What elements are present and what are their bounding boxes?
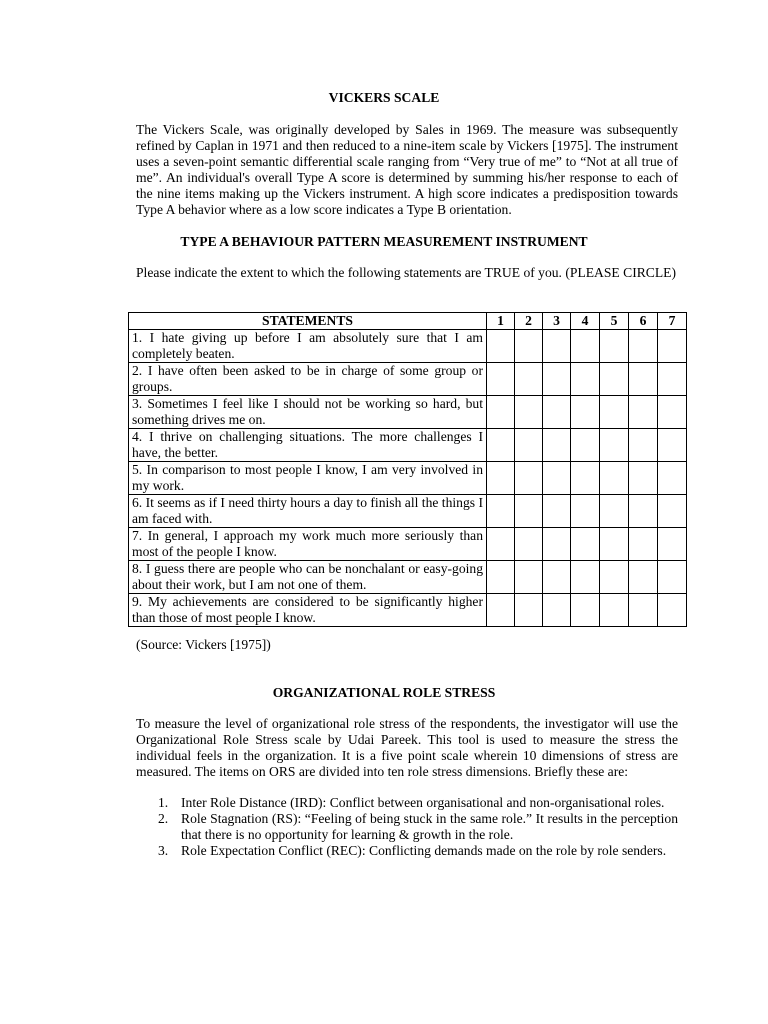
- rating-cell-6[interactable]: [629, 561, 658, 594]
- list-item-text: Inter Role Distance (IRD): Conflict between organisational and non-organisational roles.: [181, 795, 665, 810]
- rating-cell-6[interactable]: [629, 528, 658, 561]
- table-row: [129, 495, 687, 528]
- rating-cell-3[interactable]: [543, 462, 571, 495]
- scale-header-3: 3: [543, 313, 571, 330]
- rating-cell-1[interactable]: [487, 594, 515, 627]
- rating-cell-7[interactable]: [658, 396, 687, 429]
- statement-cell: 3. Sometimes I feel like I should not be working so hard, but something drives me on.: [129, 396, 487, 429]
- rating-cell-7[interactable]: [658, 363, 687, 396]
- list-item: [136, 811, 678, 843]
- rating-cell-2[interactable]: [515, 429, 543, 462]
- rating-cell-3[interactable]: [543, 429, 571, 462]
- rating-cell-7[interactable]: [658, 594, 687, 627]
- rating-cell-5[interactable]: [600, 462, 629, 495]
- list-item: [136, 843, 678, 859]
- scale-header-1: 1: [487, 313, 515, 330]
- statement-cell: 2. I have often been asked to be in charge of some group or groups.: [129, 363, 487, 396]
- rating-cell-6[interactable]: [629, 594, 658, 627]
- list-item-number: 3.: [158, 843, 169, 858]
- vickers-scale-heading: VICKERS SCALE: [328, 90, 440, 105]
- rating-cell-4[interactable]: [571, 594, 600, 627]
- table-header-row: [129, 313, 687, 330]
- rating-cell-7[interactable]: [658, 330, 687, 363]
- list-item-number: 2.: [158, 811, 169, 826]
- statements-header: STATEMENTS: [129, 313, 487, 330]
- rating-cell-1[interactable]: [487, 528, 515, 561]
- rating-cell-2[interactable]: [515, 594, 543, 627]
- statement-cell: 6. It seems as if I need thirty hours a day to finish all the things I am faced with.: [129, 495, 487, 528]
- rating-cell-5[interactable]: [600, 396, 629, 429]
- statement-cell: 1. I hate giving up before I am absolutely sure that I am completely beaten.: [129, 330, 487, 363]
- rating-cell-5[interactable]: [600, 528, 629, 561]
- rating-cell-2[interactable]: [515, 495, 543, 528]
- scale-header-6: 6: [629, 313, 658, 330]
- rating-cell-2[interactable]: [515, 462, 543, 495]
- rating-cell-4[interactable]: [571, 561, 600, 594]
- rating-cell-1[interactable]: [487, 462, 515, 495]
- rating-cell-2[interactable]: [515, 528, 543, 561]
- rating-cell-6[interactable]: [629, 462, 658, 495]
- list-item-text: Role Stagnation (RS): “Feeling of being stuck in the same role.” It results in the perception that there is no opportunity for learning & growth in the role.: [181, 811, 678, 842]
- table-row: [129, 363, 687, 396]
- rating-cell-6[interactable]: [629, 495, 658, 528]
- rating-cell-4[interactable]: [571, 396, 600, 429]
- rating-cell-3[interactable]: [543, 363, 571, 396]
- rating-cell-1[interactable]: [487, 495, 515, 528]
- rating-cell-5[interactable]: [600, 363, 629, 396]
- rating-cell-3[interactable]: [543, 495, 571, 528]
- rating-cell-5[interactable]: [600, 594, 629, 627]
- vickers-intro-paragraph: The Vickers Scale, was originally developed by Sales in 1969. The measure was subsequently refined by Caplan in 1971 and then reduced to a nine-item scale by Vickers [1975]. The instrument uses a seven-point semantic differential scale ranging from “Very true of me” to “Not at all true of me”. An individual's overall Type A score is determined by summing his/her response to each of the nine items making up the Vickers instrument. A high score indicates a predisposition towards Type A behavior where as a low score indicates a Type B orientation.: [136, 122, 678, 217]
- rating-cell-7[interactable]: [658, 561, 687, 594]
- rating-cell-7[interactable]: [658, 528, 687, 561]
- rating-cell-3[interactable]: [543, 561, 571, 594]
- rating-cell-4[interactable]: [571, 429, 600, 462]
- table-row: [129, 594, 687, 627]
- rating-cell-1[interactable]: [487, 330, 515, 363]
- statement-cell: 8. I guess there are people who can be nonchalant or easy-going about their work, but I am not one of them.: [129, 561, 487, 594]
- rating-cell-1[interactable]: [487, 429, 515, 462]
- rating-cell-5[interactable]: [600, 561, 629, 594]
- table-row: [129, 396, 687, 429]
- table-row: [129, 462, 687, 495]
- rating-cell-2[interactable]: [515, 396, 543, 429]
- table-row: [129, 330, 687, 363]
- scale-header-7: 7: [658, 313, 687, 330]
- rating-cell-1[interactable]: [487, 363, 515, 396]
- vickers-questionnaire-table: [128, 312, 687, 627]
- rating-cell-2[interactable]: [515, 363, 543, 396]
- rating-cell-3[interactable]: [543, 330, 571, 363]
- rating-cell-4[interactable]: [571, 528, 600, 561]
- table-row: [129, 528, 687, 561]
- rating-cell-6[interactable]: [629, 429, 658, 462]
- ors-heading: ORGANIZATIONAL ROLE STRESS: [272, 685, 496, 700]
- rating-cell-2[interactable]: [515, 330, 543, 363]
- rating-cell-1[interactable]: [487, 396, 515, 429]
- statement-cell: 7. In general, I approach my work much more seriously than most of the people I know.: [129, 528, 487, 561]
- statement-cell: 5. In comparison to most people I know, I am very involved in my work.: [129, 462, 487, 495]
- rating-cell-7[interactable]: [658, 495, 687, 528]
- rating-cell-5[interactable]: [600, 495, 629, 528]
- rating-cell-4[interactable]: [571, 363, 600, 396]
- ors-intro-paragraph: To measure the level of organizational role stress of the respondents, the investigator will use the Organizational Role Stress scale by Udai Pareek. This tool is used to measure the stress the individual feels in the organization. It is a five point scale wherein 10 dimensions of stress are measured. The items on ORS are divided into ten role stress dimensions. Briefly these are:: [136, 716, 678, 779]
- list-item-text: Role Expectation Conflict (REC): Conflicting demands made on the role by role senders.: [181, 843, 667, 858]
- instrument-instructions: Please indicate the extent to which the following statements are TRUE of you. (PLEASE CIRCLE): [136, 265, 676, 280]
- rating-cell-5[interactable]: [600, 429, 629, 462]
- rating-cell-3[interactable]: [543, 528, 571, 561]
- list-item-number: 1.: [158, 795, 169, 810]
- scale-header-2: 2: [515, 313, 543, 330]
- rating-cell-4[interactable]: [571, 330, 600, 363]
- rating-cell-7[interactable]: [658, 429, 687, 462]
- rating-cell-3[interactable]: [543, 396, 571, 429]
- rating-cell-6[interactable]: [629, 396, 658, 429]
- scale-header-5: 5: [600, 313, 629, 330]
- rating-cell-6[interactable]: [629, 330, 658, 363]
- statement-cell: 4. I thrive on challenging situations. The more challenges I have, the better.: [129, 429, 487, 462]
- rating-cell-5[interactable]: [600, 330, 629, 363]
- rating-cell-4[interactable]: [571, 495, 600, 528]
- rating-cell-1[interactable]: [487, 561, 515, 594]
- rating-cell-6[interactable]: [629, 363, 658, 396]
- rating-cell-3[interactable]: [543, 594, 571, 627]
- rating-cell-2[interactable]: [515, 561, 543, 594]
- ors-dimensions-list: [136, 795, 678, 859]
- table-row: [129, 429, 687, 462]
- rating-cell-7[interactable]: [658, 462, 687, 495]
- scale-header-4: 4: [571, 313, 600, 330]
- list-item: [136, 795, 678, 811]
- source-note: (Source: Vickers [1975]): [136, 637, 271, 652]
- table-row: [129, 561, 687, 594]
- instrument-heading: TYPE A BEHAVIOUR PATTERN MEASUREMENT INSTRUMENT: [180, 234, 588, 249]
- rating-cell-4[interactable]: [571, 462, 600, 495]
- statement-cell: 9. My achievements are considered to be significantly higher than those of most people I know.: [129, 594, 487, 627]
